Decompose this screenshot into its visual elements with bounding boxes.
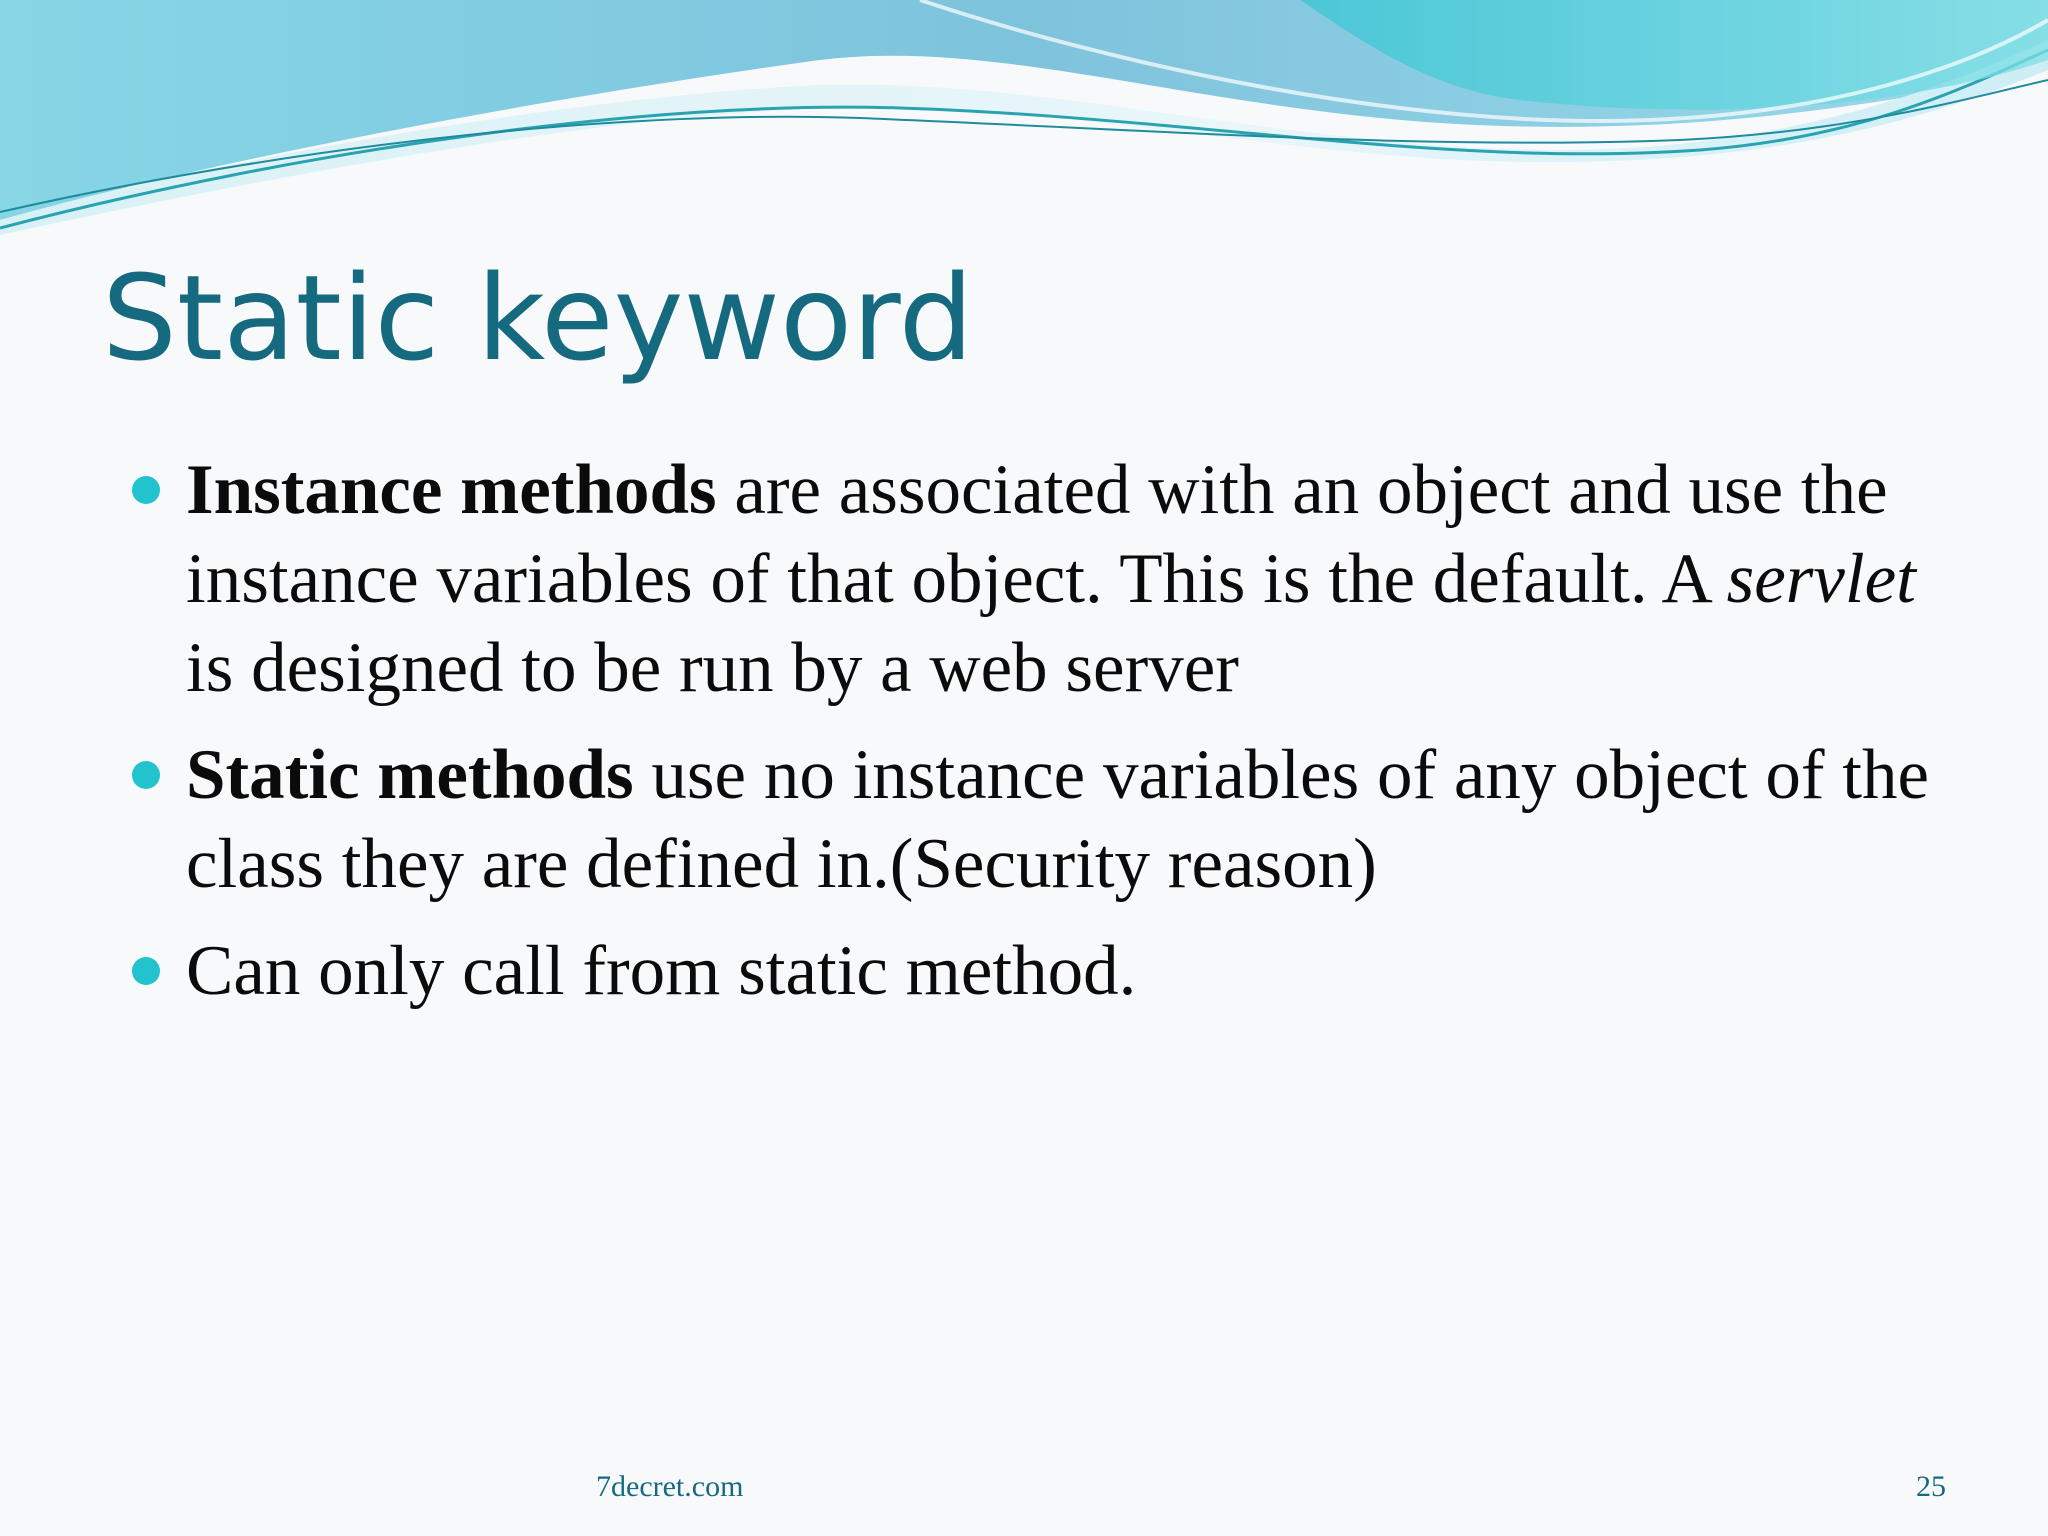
bullet-text: are associated with an object and use the instance variables of that object. This is the default. A (186, 451, 1888, 618)
bullet-italic-term: servlet (1726, 540, 1916, 618)
page-number: 25 (1916, 1470, 1946, 1503)
bullet-dot-icon (132, 957, 160, 985)
bullet-text: is designed to be run by a web server (186, 629, 1239, 707)
header-wave-decoration (0, 0, 2048, 240)
bullet-term: Static methods (186, 736, 634, 814)
slide-title: Static keyword (102, 249, 974, 387)
footer-site: 7decret.com (596, 1470, 744, 1503)
bullet-text: Can only call from static method. (186, 932, 1137, 1010)
bullet-text: use no instance variables of any object of the class they are defined in.(Security reason) (186, 736, 1929, 903)
bullet-list (128, 446, 1948, 1034)
bullet-item-instance-methods (128, 446, 1948, 713)
bullet-dot-icon (132, 476, 160, 504)
bullet-item-static-call (128, 927, 1948, 1016)
bullet-term: Instance methods (186, 451, 717, 529)
bullet-dot-icon (132, 761, 160, 789)
bullet-item-static-methods (128, 731, 1948, 909)
